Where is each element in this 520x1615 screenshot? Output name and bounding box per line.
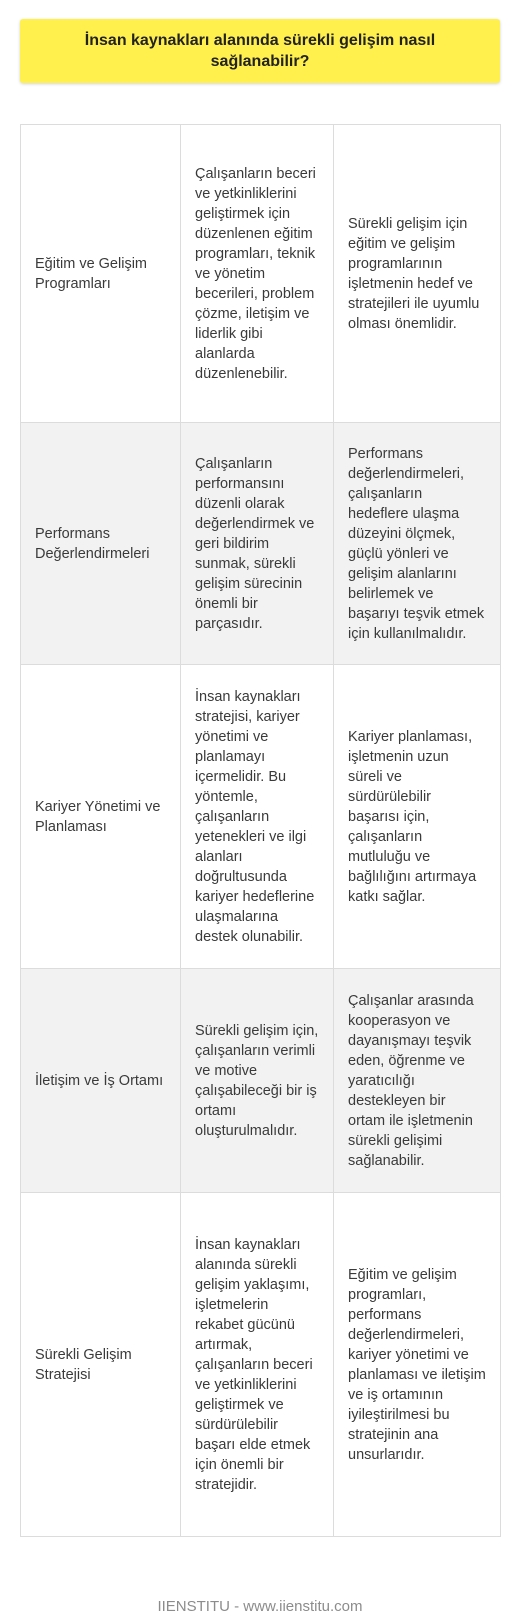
note-cell: Sürekli gelişim için eğitim ve gelişim programlarının işletmenin hedef ve stratejileri ile uyumlu olması önemlidir.: [334, 125, 501, 423]
note-cell: Eğitim ve gelişim programları, performans değerlendirmeleri, kariyer yönetimi ve planlaması ve iletişim ve iş ortamının iyileştirilmesi bu stratejinin ana unsurlarıdır.: [334, 1193, 501, 1537]
description-cell: İnsan kaynakları alanında sürekli gelişim yaklaşımı, işletmelerin rekabet gücünü artırmak, çalışanların beceri ve yetkinliklerini geliştirmek ve sürdürülebilir başarı elde etmek için önemli bir stratejidir.: [181, 1193, 334, 1537]
description-cell: Çalışanların beceri ve yetkinliklerini geliştirmek için düzenlenen eğitim programları, teknik ve yönetim becerileri, problem çözme, iletişim ve liderlik gibi alanlarda düzenlenebilir.: [181, 125, 334, 423]
table-row: [21, 1193, 501, 1537]
page-title: İnsan kaynakları alanında sürekli gelişim nasıl sağlanabilir?: [84, 32, 436, 70]
table-row: [21, 665, 501, 969]
table-row: [21, 969, 501, 1193]
table-row: [21, 125, 501, 423]
description-cell: İnsan kaynakları stratejisi, kariyer yönetimi ve planlamayı içermelidir. Bu yöntemle, çalışanların yetenekleri ve ilgi alanları doğrultusunda kariyer hedeflerine ulaşmalarına destek olunabilir.: [181, 665, 334, 969]
description-cell: Sürekli gelişim için, çalışanların verimli ve motive çalışabileceği bir iş ortamı oluşturulmalıdır.: [181, 969, 334, 1193]
description-cell: Çalışanların performansını düzenli olarak değerlendirmek ve geri bildirim sunmak, sürekli gelişim sürecinin önemli bir parçasıdır.: [181, 423, 334, 665]
topic-cell: Performans Değerlendirmeleri: [21, 423, 181, 665]
title-banner: [20, 19, 500, 83]
note-cell: Performans değerlendirmeleri, çalışanların hedeflere ulaşma düzeyini ölçmek, güçlü yönleri ve gelişim alanlarını belirlemek ve başarıyı teşvik etmek için kullanılmalıdır.: [334, 423, 501, 665]
topic-cell: Eğitim ve Gelişim Programları: [21, 125, 181, 423]
table-row: [21, 423, 501, 665]
info-table: [20, 124, 501, 1537]
topic-cell: Kariyer Yönetimi ve Planlaması: [21, 665, 181, 969]
topic-cell: Sürekli Gelişim Stratejisi: [21, 1193, 181, 1537]
footer-credit: IIENSTITU - www.iienstitu.com: [157, 1598, 363, 1615]
note-cell: Çalışanlar arasında kooperasyon ve dayanışmayı teşvik eden, öğrenme ve yaratıcılığı destekleyen bir ortam ile işletmenin sürekli gelişimi sağlanabilir.: [334, 969, 501, 1193]
note-cell: Kariyer planlaması, işletmenin uzun süreli ve sürdürülebilir başarısı için, çalışanların mutluluğu ve bağlılığını artırmaya katkı sağlar.: [334, 665, 501, 969]
topic-cell: İletişim ve İş Ortamı: [21, 969, 181, 1193]
